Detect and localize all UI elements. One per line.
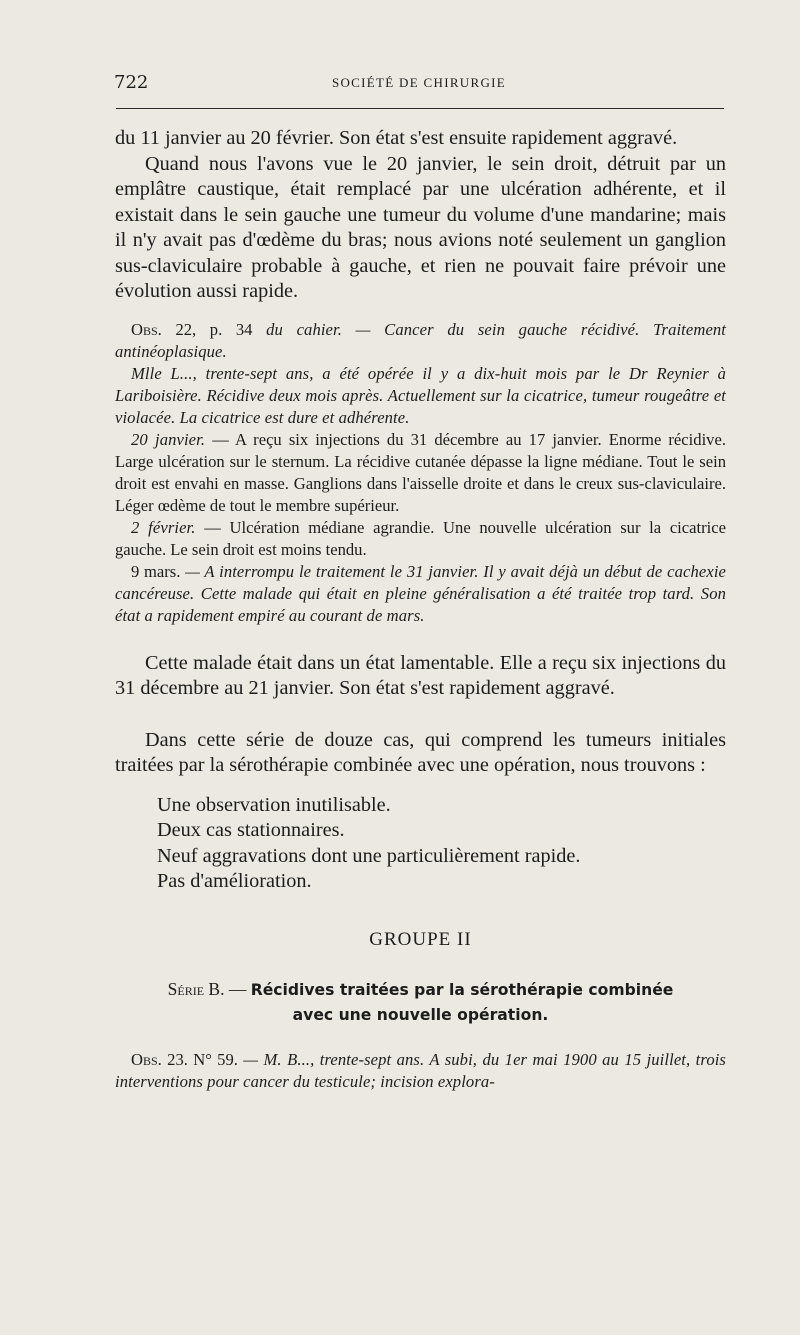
obs-title: — Cancer du sein gauche récidivé. Traitement antinéoplasique. bbox=[115, 319, 727, 361]
obs-23-text: — M. B..., trente-sept ans. A subi, du 1er mai 1900 au 15 juillet, trois interventions pour cancer du testicule; incision explora- bbox=[115, 1049, 726, 1091]
obs-number: 23. N° 59. bbox=[167, 1049, 238, 1069]
list-item: Deux cas stationnaires. bbox=[157, 819, 345, 841]
obs-22-patient-text: L..., trente-sept ans, a été opérée il y a dix-huit mois par le Dr Reynier à Lariboisière. Récidive deux mois après. Actuellement sur la cicatrice, tumeur rougeâtre et violacée. La cicatrice est dure et adhérente. bbox=[115, 363, 726, 427]
list-item: Neuf aggravations dont une particulièrement rapide. bbox=[157, 844, 581, 867]
obs-22-entry-1 bbox=[115, 429, 726, 517]
obs-23-heading bbox=[115, 1049, 726, 1093]
list-item: Pas d'amélioration. bbox=[157, 870, 312, 892]
list-item: Une observation inutilisable. bbox=[157, 793, 391, 816]
paragraph-case-description: Quand nous l'avons vue le 20 janvier, le sein droit, détruit par un emplâtre caustique, était remplacé par une ulcération adhérente, et il existait dans le sein gauche une tumeur du volume d'une mandarine; mais il n'y avait pas d'œdème du bras; nous avions noté seulement un ganglion sus-claviculaire probable à gauche, et rien ne pouvait faire prévoir une évolution aussi rapide. bbox=[115, 152, 726, 302]
entry-text: — A interrompu le traitement le 31 janvier. Il y avait déjà un début de cachexie cancéreuse. Cette malade qui était en pleine généralisation a été traitée trop tard. Son état a rapidement empiré au courant de mars. bbox=[115, 561, 726, 625]
entry-text: — Ulcération médiane agrandie. Une nouvelle ulcération sur la cicatrice gauche. Le sein droit est moins tendu. bbox=[115, 517, 726, 559]
obs-22-entry-3 bbox=[115, 561, 726, 627]
group-heading: GROUPE II bbox=[369, 928, 472, 950]
obs-22-heading bbox=[115, 319, 726, 363]
header-rule bbox=[116, 108, 724, 109]
obs-22-entry-2 bbox=[115, 517, 726, 561]
page-body bbox=[115, 126, 726, 1093]
obs-source: du cahier. bbox=[266, 319, 342, 339]
entry-date: 2 février. bbox=[131, 517, 196, 537]
series-label: Série B. bbox=[167, 978, 225, 999]
obs-number: 22, p. 34 bbox=[175, 319, 253, 339]
series-title-line-1: Récidives traitées par la sérothérapie combinée bbox=[250, 980, 674, 999]
obs-label: Obs. bbox=[131, 319, 162, 339]
paragraph-series-summary: Dans cette série de douze cas, qui comprend les tumeurs initiales traitées par la sérothérapie combinée avec une opération, nous trouvons : bbox=[115, 728, 726, 776]
page-number: 722 bbox=[114, 72, 149, 93]
series-heading bbox=[115, 977, 726, 1027]
entry-date: 20 janvier. bbox=[131, 429, 206, 449]
obs-22-patient bbox=[115, 363, 726, 429]
entry-date: 9 mars. bbox=[131, 561, 181, 581]
series-title-line-2: avec une nouvelle opération. bbox=[292, 1005, 549, 1024]
journal-title: SOCIÉTÉ DE CHIRURGIE bbox=[331, 75, 507, 90]
paragraph-patient-state: Cette malade était dans un état lamentable. Elle a reçu six injections du 31 décembre au 21 janvier. Son état s'est rapidement aggravé. bbox=[115, 651, 726, 699]
summary-list bbox=[115, 793, 726, 895]
entry-text: — A reçu six injections du 31 décembre au 17 janvier. Enorme récidive. Large ulcération sur le sternum. La récidive cutanée dépasse la ligne médiane. Tout le sein droit est envahi en masse. Ganglions dans l'aisselle droite et dans le creux sus-claviculaire. Léger œdème de tout le membre supérieur. bbox=[115, 429, 726, 515]
paragraph-continuation: du 11 janvier au 20 février. Son état s'est ensuite rapidement aggravé. bbox=[115, 127, 678, 149]
series-dash: — bbox=[228, 978, 247, 999]
obs-22-lead: Mlle bbox=[131, 363, 162, 383]
running-head bbox=[114, 72, 724, 96]
obs-label: Obs. bbox=[131, 1049, 162, 1069]
